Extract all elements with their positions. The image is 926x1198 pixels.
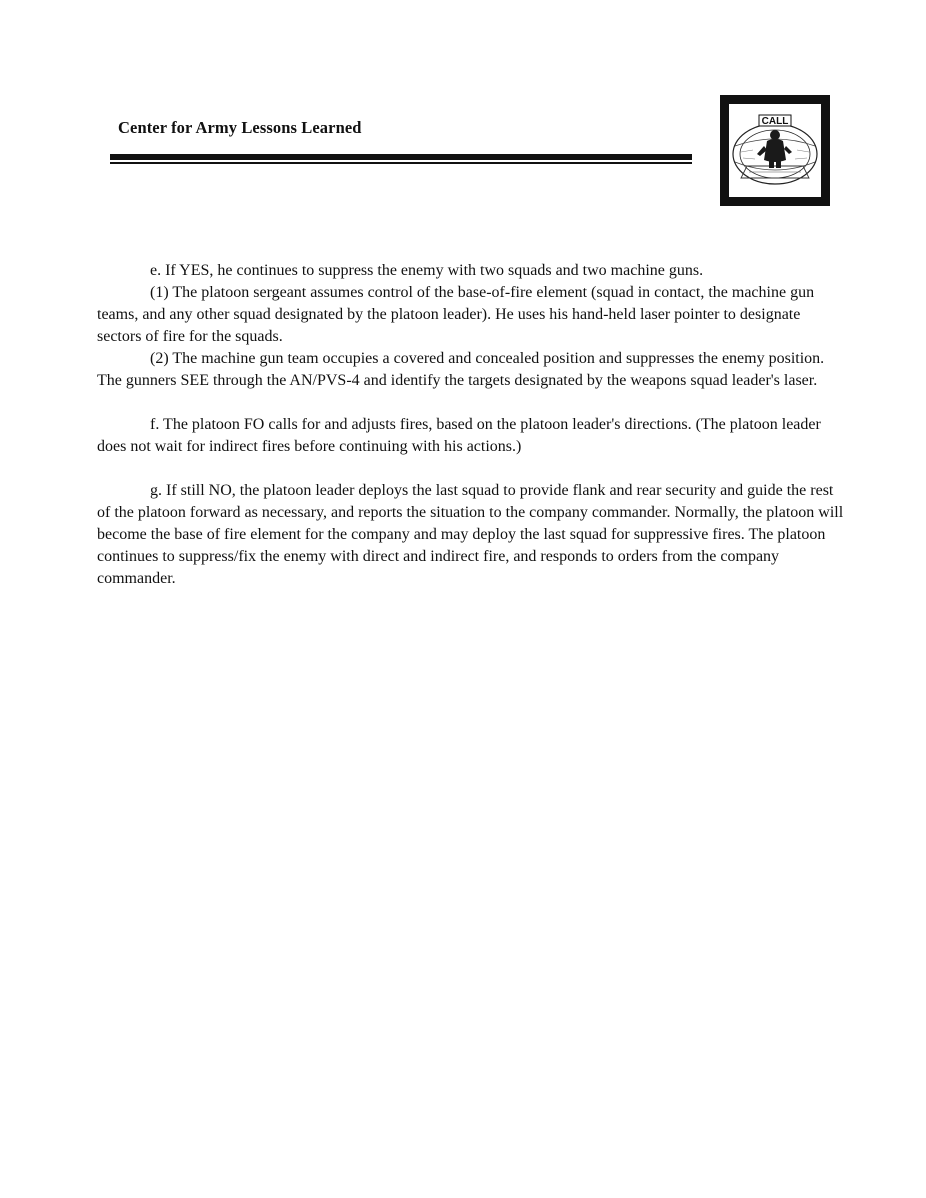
call-logo-frame <box>729 104 821 197</box>
body-text <box>97 260 847 590</box>
paragraph-e: e. If YES, he continues to suppress the enemy with two squads and two machine guns. <box>150 262 704 279</box>
paragraph-e2: (2) The machine gun team occupies a covered and concealed position and suppresses the enemy position. The gunners SEE through the AN/PVS-4 and identify the targets designated by the weapons squad leader's laser. <box>97 350 825 389</box>
paragraph-e1: (1) The platoon sergeant assumes control of the base-of-fire element (squad in contact, the machine gun teams, and any other squad designated by the platoon leader). He uses his hand-held laser pointer to designate sectors of fire for the squads. <box>97 284 815 345</box>
call-logo <box>720 95 830 206</box>
call-emblem-icon <box>729 104 821 197</box>
call-logo-text: CALL <box>761 116 789 127</box>
header-rule-thick <box>110 154 692 160</box>
header-title: Center for Army Lessons Learned <box>118 118 362 137</box>
paragraph-f: f. The platoon FO calls for and adjusts fires, based on the platoon leader's directions. (The platoon leader does not wait for indirect fires before continuing with his actions.) <box>97 416 821 455</box>
header-rule-thin <box>110 162 692 164</box>
paragraph-g: g. If still NO, the platoon leader deploys the last squad to provide flank and rear security and guide the rest of the platoon forward as necessary, and reports the situation to the company commander. Normally, the platoon will become the base of fire element for the company and may deploy the last squad for suppressive fires. The platoon continues to suppress/fix the enemy with direct and indirect fire, and responds to orders from the company commander. <box>97 482 844 587</box>
